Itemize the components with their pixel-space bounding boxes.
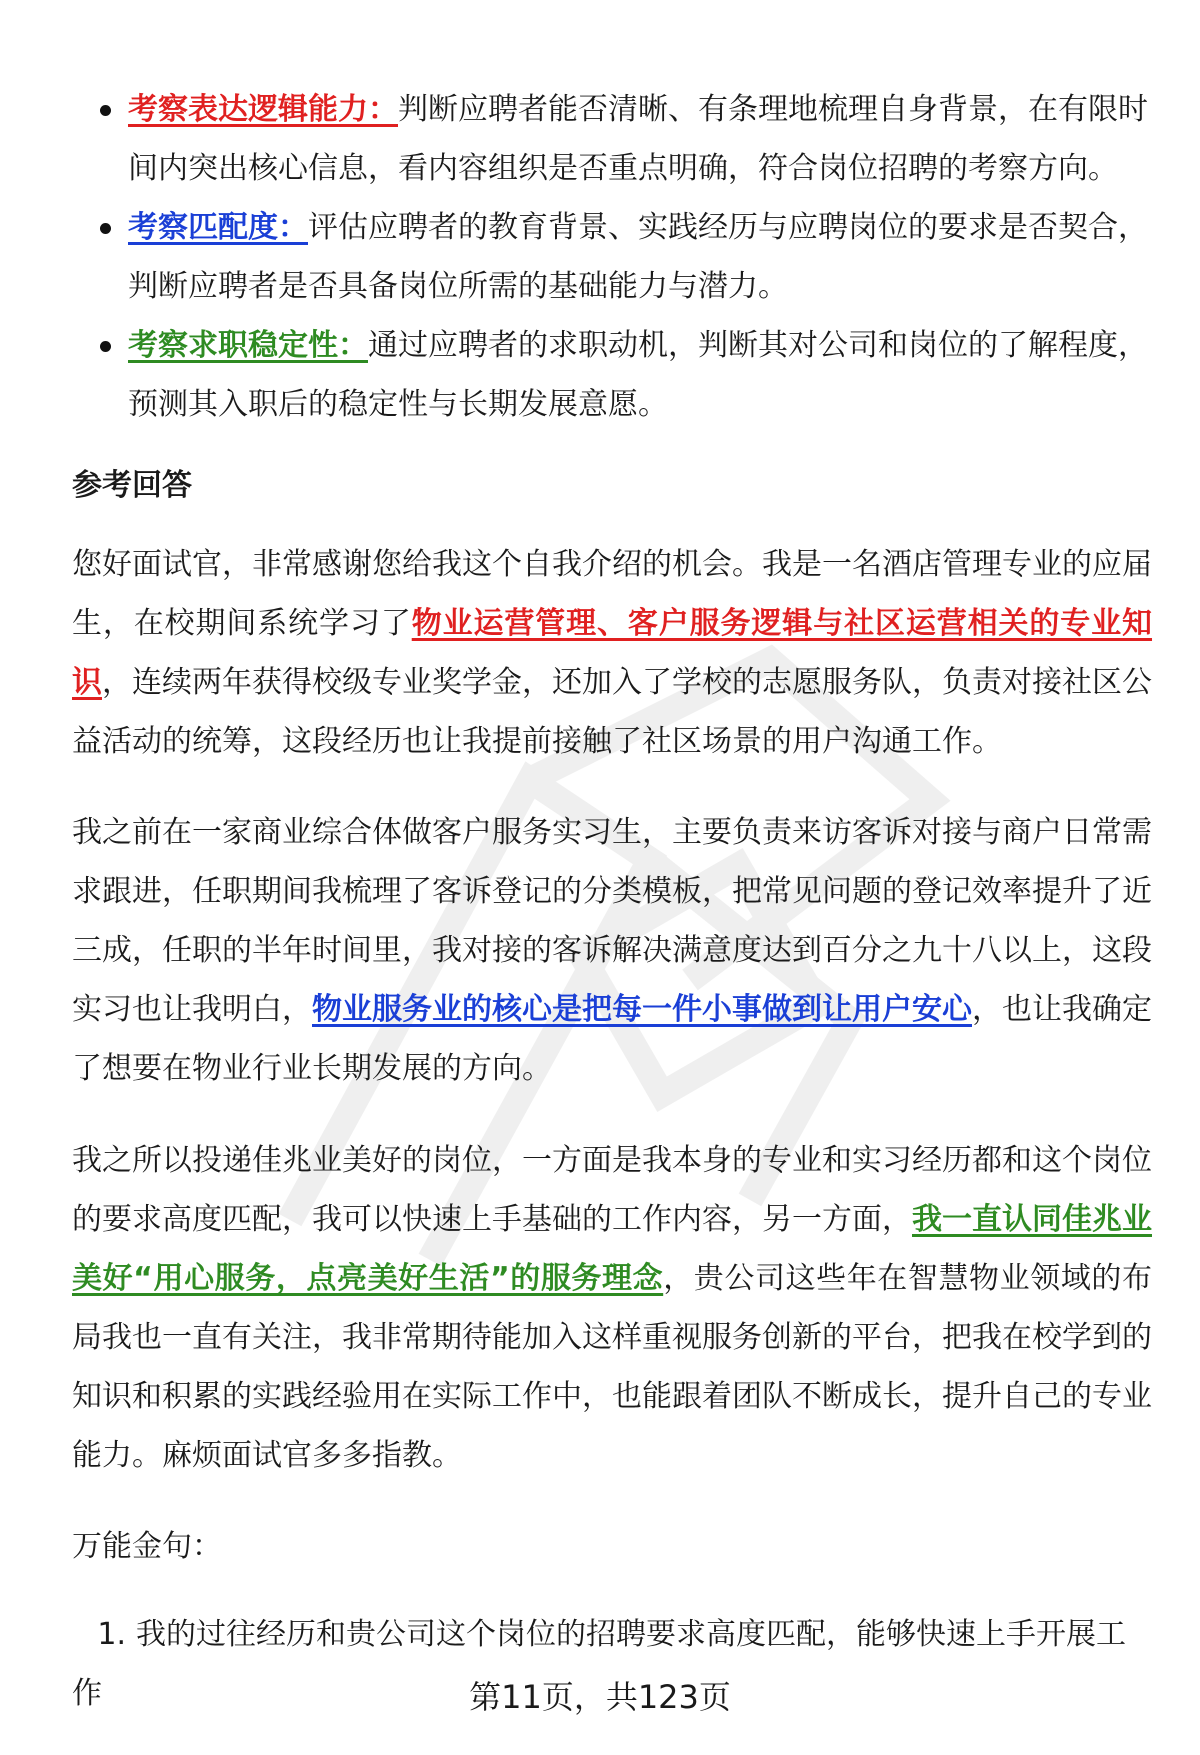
- criteria-item-stability: [72, 316, 1152, 434]
- item-text: 我的过往经历和贵公司这个岗位的招聘要求高度匹配，能够快速上手开展工作: [72, 1617, 1126, 1711]
- section-heading: 参考回答: [72, 468, 192, 503]
- paragraph-highlight: 物业服务业的核心是把每一件小事做到让用户安心: [312, 992, 972, 1027]
- answer-paragraph-3: [72, 1131, 1152, 1485]
- paragraph-text: 您好面试官，非常感谢您给我这个自我介绍的机会。我是一名酒店管理专业的应届生，在校期间系统学习了: [72, 547, 1152, 641]
- criteria-item-match: [72, 198, 1152, 316]
- answer-paragraph-2: [72, 803, 1152, 1098]
- paragraph-text: ，连续两年获得校级专业奖学金，还加入了学校的志愿服务队，负责对接社区公益活动的统筹，这段经历也让我提前接触了社区场景的用户沟通工作。: [72, 665, 1152, 759]
- criteria-list: [72, 80, 1152, 434]
- paragraph-text: ，也让我确定了想要在物业行业长期发展的方向。: [72, 992, 1152, 1086]
- criteria-text: 评估应聘者的教育背景、实践经历与应聘岗位的要求是否契合，判断应聘者是否具备岗位所需的基础能力与潜力。: [128, 210, 1148, 304]
- criteria-keyword: 考察匹配度：: [128, 210, 308, 245]
- paragraph-highlight: 我一直认同佳兆业美好“用心服务，点亮美好生活”的服务理念: [72, 1202, 1152, 1296]
- paragraph-highlight: 物业运营管理、客户服务逻辑与社区运营相关的专业知识: [72, 606, 1153, 700]
- golden-sentences-label: 万能金句：: [72, 1529, 222, 1564]
- criteria-text: 通过应聘者的求职动机，判断其对公司和岗位的了解程度，预测其入职后的稳定性与长期发展意愿。: [128, 328, 1148, 422]
- item-number: 1.: [97, 1617, 126, 1652]
- criteria-text: 判断应聘者能否清晰、有条理地梳理自身背景，在有限时间内突出核心信息，看内容组织是否重点明确，符合岗位招聘的考察方向。: [128, 92, 1148, 186]
- paragraph-text: 我之前在一家商业综合体做客户服务实习生，主要负责来访客诉对接与商户日常需求跟进，任职期间我梳理了客诉登记的分类模板，把常见问题的登记效率提升了近三成，任职的半年时间里，我对接的客诉解决满意度达到百分之九十八以上，这段实习也让我明白，: [72, 815, 1152, 1027]
- criteria-keyword: 考察求职稳定性：: [128, 328, 368, 363]
- criteria-keyword: 考察表达逻辑能力：: [128, 92, 398, 127]
- paragraph-text: ，贵公司这些年在智慧物业领域的布局我也一直有关注，我非常期待能加入这样重视服务创新的平台，把我在校学到的知识和积累的实践经验用在实际工作中，也能跟着团队不断成长，提升自己的专业能力。麻烦面试官多多指教。: [72, 1261, 1152, 1473]
- paragraph-text: 我之所以投递佳兆业美好的岗位，一方面是我本身的专业和实习经历都和这个岗位的要求高度匹配，我可以快速上手基础的工作内容，另一方面，: [72, 1143, 1152, 1237]
- criteria-item-logic: [72, 80, 1152, 198]
- page-footer: 第11页，共123页: [469, 1678, 731, 1716]
- answer-paragraph-1: [72, 535, 1152, 771]
